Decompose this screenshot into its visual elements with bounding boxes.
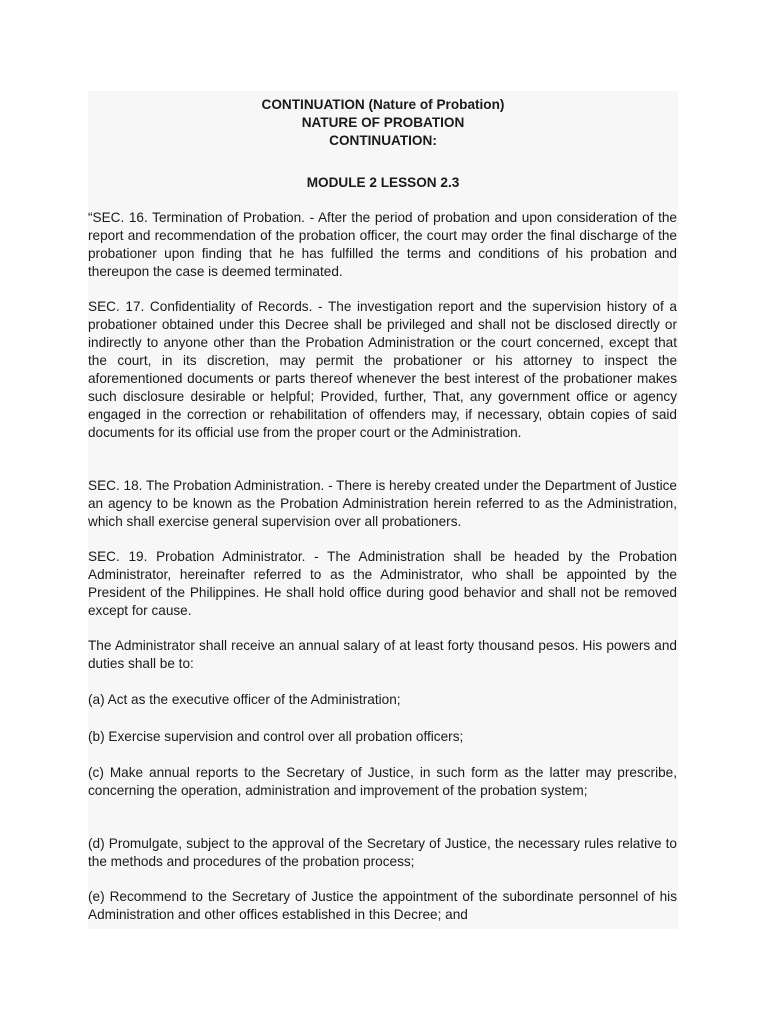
list-item-b: (b) Exercise supervision and control over all probation officers; xyxy=(88,729,464,744)
paragraph-sec-18: SEC. 18. The Probation Administration. - There is hereby created under the Department of Justice an agency to be known as the Probation Administration herein referred to as the Administration, which shall exercise general supervision over all probationers. xyxy=(88,478,677,529)
paragraph-sec-17: SEC. 17. Confidentiality of Records. - The investigation report and the supervision history of a probationer obtained under this Decree shall be privileged and shall not be disclosed directly or indirectly to anyone other than the Probation Administration or the court concerned, except that the court, in its discretion, may permit the probationer or his attorney to inspect the aforementioned documents or parts thereof whenever the best interest of the probationer makes such disclosure desirable or helpful; Provided, further, That, any government office or agency engaged in the correction or rehabilitation of offenders may, if necessary, obtain copies of said documents for its official use from the proper court or the Administration. xyxy=(88,299,677,440)
heading-nature-of-probation: NATURE OF PROBATION xyxy=(301,115,465,130)
module-title: MODULE 2 LESSON 2.3 xyxy=(306,175,460,190)
paragraph-sec-19: SEC. 19. Probation Administrator. - The Administration shall be headed by the Probation Administrator, hereinafter referred to as the Administrator, who shall be appointed by the President of the Philippines. He shall hold office during good behavior and shall not be removed except for cause. xyxy=(88,549,677,618)
list-item-d: (d) Promulgate, subject to the approval of the Secretary of Justice, the necessary rules relative to the methods and procedures of the probation process; xyxy=(88,836,677,869)
paragraph-administrator-salary: The Administrator shall receive an annual salary of at least forty thousand pesos. His powers and duties shall be to: xyxy=(88,638,677,671)
heading-continuation: CONTINUATION: xyxy=(329,133,437,148)
paragraph-sec-16: “SEC. 16. Termination of Probation. - After the period of probation and upon consideration of the report and recommendation of the probation officer, the court may order the final discharge of the probationer upon finding that he has fulfilled the terms and conditions of his probation and thereupon the case is deemed terminated. xyxy=(88,210,677,279)
list-item-e: (e) Recommend to the Secretary of Justice the appointment of the subordinate personnel of his Administration and other offices established in this Decree; and xyxy=(88,889,677,922)
list-item-a: (a) Act as the executive officer of the Administration; xyxy=(88,692,401,707)
heading-continuation-nature: CONTINUATION (Nature of Probation) xyxy=(261,97,505,112)
document-headings xyxy=(88,96,678,150)
list-item-c: (c) Make annual reports to the Secretary of Justice, in such form as the latter may prescribe, concerning the operation, administration and improvement of the probation system; xyxy=(88,765,677,798)
